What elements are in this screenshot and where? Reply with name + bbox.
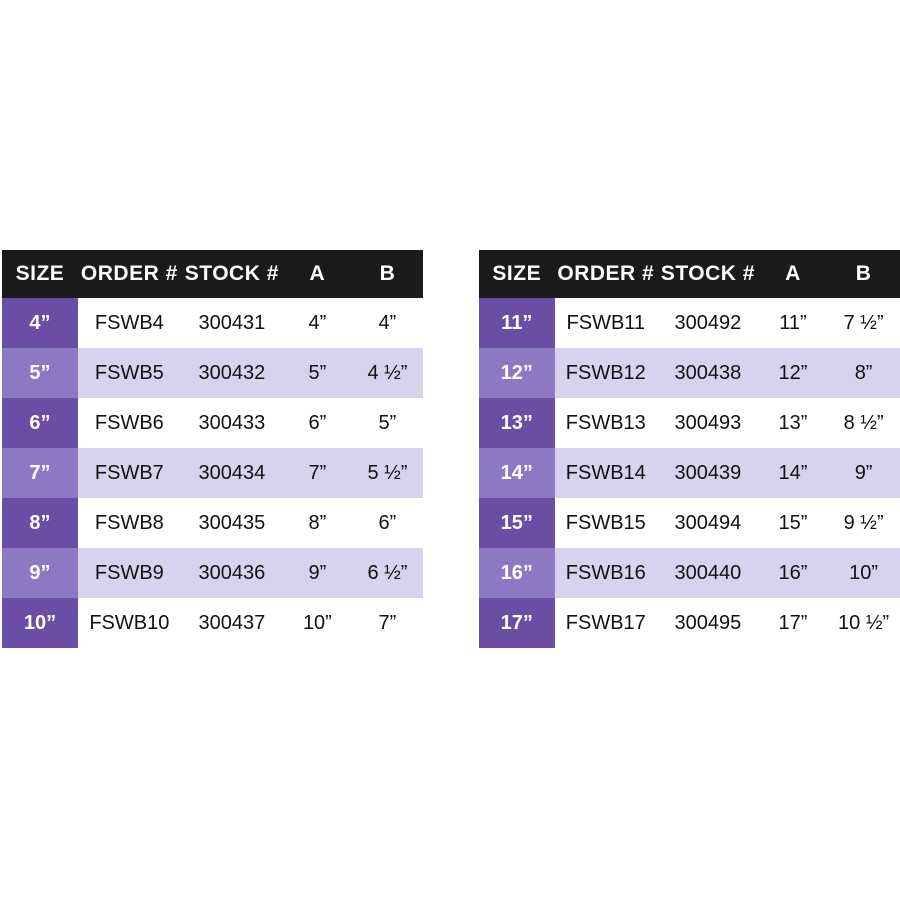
cell-size: 9” <box>2 548 78 598</box>
table-header-left <box>2 250 423 298</box>
cell-stock: 300434 <box>181 448 283 498</box>
cell-order: FSWB13 <box>555 398 658 448</box>
spec-table-right <box>479 250 900 648</box>
table-row <box>2 398 423 448</box>
cell-b: 10” <box>827 548 900 598</box>
table-body-left <box>2 298 423 648</box>
cell-stock: 300494 <box>657 498 759 548</box>
spec-table-left <box>2 250 423 648</box>
cell-order: FSWB5 <box>78 348 181 398</box>
tables-container <box>0 250 900 648</box>
cell-stock: 300436 <box>181 548 283 598</box>
cell-a: 15” <box>759 498 827 548</box>
table-row <box>479 398 900 448</box>
table-row <box>479 598 900 648</box>
cell-b: 10 ½” <box>827 598 900 648</box>
cell-a: 10” <box>283 598 352 648</box>
column-header-stock: STOCK # <box>657 250 759 298</box>
cell-size: 4” <box>2 298 78 348</box>
cell-a: 8” <box>283 498 352 548</box>
cell-b: 4” <box>352 298 423 348</box>
table-row <box>2 548 423 598</box>
cell-order: FSWB14 <box>555 448 658 498</box>
cell-size: 7” <box>2 448 78 498</box>
cell-a: 14” <box>759 448 827 498</box>
cell-order: FSWB10 <box>78 598 181 648</box>
cell-stock: 300438 <box>657 348 759 398</box>
cell-size: 14” <box>479 448 555 498</box>
cell-size: 11” <box>479 298 555 348</box>
column-header-stock: STOCK # <box>181 250 283 298</box>
table-row <box>479 498 900 548</box>
cell-order: FSWB9 <box>78 548 181 598</box>
cell-b: 9 ½” <box>827 498 900 548</box>
cell-stock: 300435 <box>181 498 283 548</box>
cell-order: FSWB7 <box>78 448 181 498</box>
cell-b: 5” <box>352 398 423 448</box>
cell-b: 7” <box>352 598 423 648</box>
cell-size: 17” <box>479 598 555 648</box>
column-header-order: ORDER # <box>555 250 658 298</box>
cell-stock: 300433 <box>181 398 283 448</box>
cell-b: 4 ½” <box>352 348 423 398</box>
cell-stock: 300431 <box>181 298 283 348</box>
cell-order: FSWB15 <box>555 498 658 548</box>
cell-b: 6” <box>352 498 423 548</box>
cell-a: 16” <box>759 548 827 598</box>
cell-size: 13” <box>479 398 555 448</box>
table-row <box>2 448 423 498</box>
cell-a: 12” <box>759 348 827 398</box>
cell-a: 11” <box>759 298 827 348</box>
table-row <box>2 298 423 348</box>
cell-b: 7 ½” <box>827 298 900 348</box>
cell-stock: 300440 <box>657 548 759 598</box>
table-row <box>2 598 423 648</box>
cell-stock: 300439 <box>657 448 759 498</box>
column-header-order: ORDER # <box>78 250 181 298</box>
cell-stock: 300493 <box>657 398 759 448</box>
cell-b: 8 ½” <box>827 398 900 448</box>
cell-a: 13” <box>759 398 827 448</box>
cell-order: FSWB16 <box>555 548 658 598</box>
column-header-a: A <box>283 250 352 298</box>
cell-order: FSWB8 <box>78 498 181 548</box>
cell-a: 7” <box>283 448 352 498</box>
cell-order: FSWB6 <box>78 398 181 448</box>
cell-stock: 300432 <box>181 348 283 398</box>
cell-size: 6” <box>2 398 78 448</box>
column-header-b: B <box>827 250 900 298</box>
table-header-row <box>479 250 900 298</box>
cell-a: 9” <box>283 548 352 598</box>
table-row <box>2 498 423 548</box>
column-header-size: SIZE <box>479 250 555 298</box>
cell-a: 6” <box>283 398 352 448</box>
cell-b: 9” <box>827 448 900 498</box>
cell-a: 4” <box>283 298 352 348</box>
table-row <box>479 298 900 348</box>
cell-size: 15” <box>479 498 555 548</box>
cell-b: 8” <box>827 348 900 398</box>
table-body-right <box>479 298 900 648</box>
cell-size: 16” <box>479 548 555 598</box>
cell-b: 5 ½” <box>352 448 423 498</box>
cell-size: 5” <box>2 348 78 398</box>
cell-order: FSWB4 <box>78 298 181 348</box>
column-header-size: SIZE <box>2 250 78 298</box>
table-header-row <box>2 250 423 298</box>
cell-stock: 300437 <box>181 598 283 648</box>
column-header-a: A <box>759 250 827 298</box>
column-header-b: B <box>352 250 423 298</box>
cell-size: 8” <box>2 498 78 548</box>
table-header-right <box>479 250 900 298</box>
cell-a: 17” <box>759 598 827 648</box>
cell-b: 6 ½” <box>352 548 423 598</box>
cell-size: 10” <box>2 598 78 648</box>
cell-order: FSWB17 <box>555 598 658 648</box>
cell-stock: 300492 <box>657 298 759 348</box>
cell-order: FSWB12 <box>555 348 658 398</box>
cell-a: 5” <box>283 348 352 398</box>
cell-order: FSWB11 <box>555 298 658 348</box>
table-row <box>479 448 900 498</box>
table-row <box>479 348 900 398</box>
table-row <box>2 348 423 398</box>
cell-size: 12” <box>479 348 555 398</box>
cell-stock: 300495 <box>657 598 759 648</box>
table-row <box>479 548 900 598</box>
